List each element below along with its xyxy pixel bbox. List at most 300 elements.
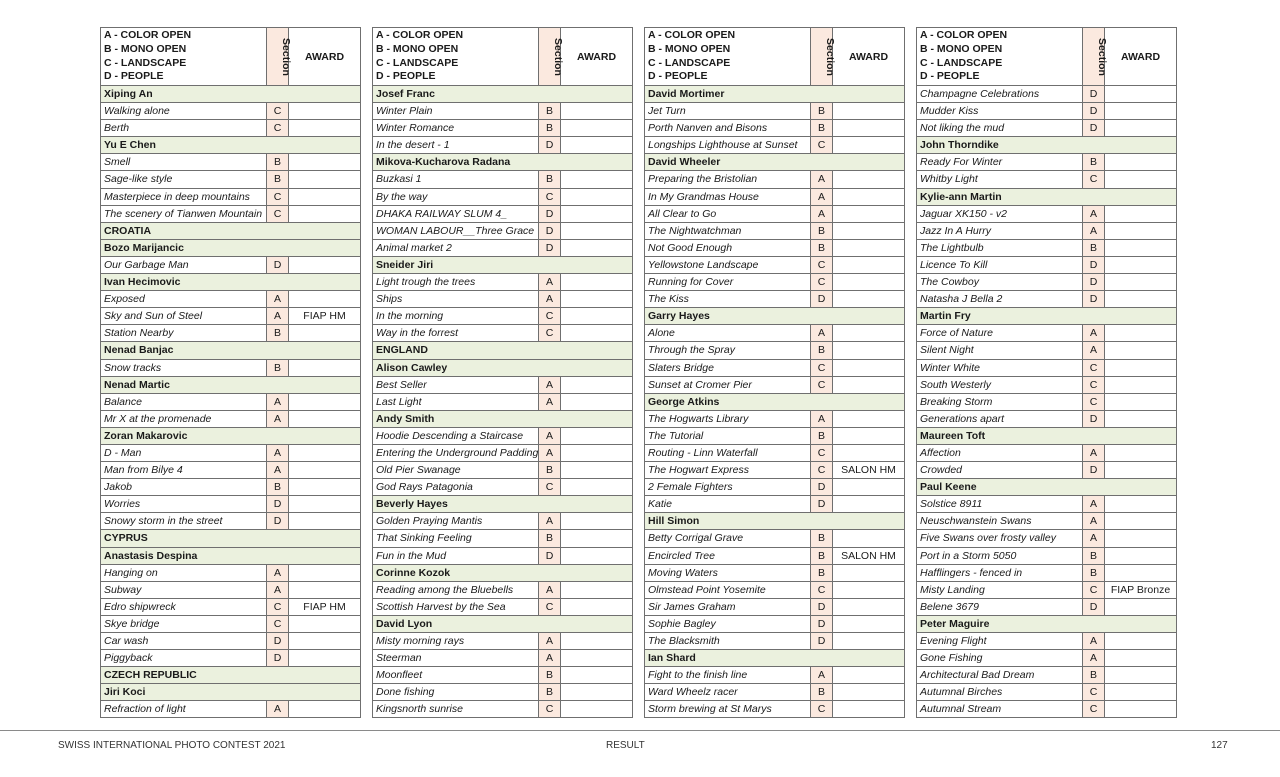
photo-title: Man from Bilye 4	[101, 462, 267, 479]
section-letter: A	[811, 205, 833, 222]
award-cell: SALON HM	[833, 547, 905, 564]
entry-row	[645, 103, 905, 120]
entry-row	[917, 342, 1177, 359]
entry-row	[917, 205, 1177, 222]
section-letter: C	[267, 120, 289, 137]
legend-line: D - PEOPLE	[920, 70, 980, 83]
entry-row	[373, 393, 633, 410]
photo-title: Jazz In A Hurry	[917, 222, 1083, 239]
entry-row	[645, 444, 905, 461]
award-cell	[1105, 633, 1177, 650]
section-letter: A	[539, 393, 561, 410]
photo-title: Winter Romance	[373, 120, 539, 137]
section-letter: D	[267, 650, 289, 667]
photo-title: Masterpiece in deep mountains	[101, 188, 267, 205]
entry-row	[101, 120, 361, 137]
section-header-label: Section	[551, 37, 564, 76]
author-row	[917, 479, 1177, 496]
entry-row	[645, 325, 905, 342]
section-letter: D	[1083, 462, 1105, 479]
section-letter: B	[1083, 564, 1105, 581]
entry-row	[645, 615, 905, 632]
legend-line: A - COLOR OPEN	[920, 28, 1008, 41]
entry-row	[645, 598, 905, 615]
section-legend	[917, 28, 1083, 86]
entry-row	[645, 256, 905, 273]
section-letter: A	[811, 410, 833, 427]
entry-row	[645, 137, 905, 154]
section-letter: A	[267, 462, 289, 479]
photo-title: Force of Nature	[917, 325, 1083, 342]
section-letter: C	[539, 308, 561, 325]
legend-line: C - LANDSCAPE	[648, 56, 731, 69]
entry-row	[101, 598, 361, 615]
award-cell	[833, 171, 905, 188]
award-cell	[561, 137, 633, 154]
entry-row	[917, 496, 1177, 513]
award-cell	[833, 427, 905, 444]
photo-title: Balance	[101, 393, 267, 410]
photo-title: Hoodie Descending a Staircase	[373, 427, 539, 444]
section-letter: D	[1083, 598, 1105, 615]
section-letter: D	[811, 598, 833, 615]
photo-title: Porth Nanven and Bisons	[645, 120, 811, 137]
entry-row	[917, 359, 1177, 376]
photo-title: Winter Plain	[373, 103, 539, 120]
award-cell	[561, 103, 633, 120]
section-letter: A	[267, 410, 289, 427]
photo-title: Done fishing	[373, 684, 539, 701]
award-cell	[561, 684, 633, 701]
author-name: Josef Franc	[373, 86, 633, 103]
entry-row	[917, 530, 1177, 547]
section-letter: D	[811, 291, 833, 308]
section-letter: C	[811, 581, 833, 598]
award-cell	[833, 444, 905, 461]
award-cell	[1105, 564, 1177, 581]
entry-row	[101, 564, 361, 581]
photo-title: Buzkasi 1	[373, 171, 539, 188]
entry-row	[373, 120, 633, 137]
photo-title: Sky and Sun of Steel	[101, 308, 267, 325]
award-cell	[561, 325, 633, 342]
photo-title: Fun in the Mud	[373, 547, 539, 564]
entry-row	[645, 547, 905, 564]
photo-title: Solstice 8911	[917, 496, 1083, 513]
entry-row	[917, 393, 1177, 410]
section-letter: B	[267, 154, 289, 171]
entry-row	[101, 291, 361, 308]
entry-row	[917, 667, 1177, 684]
footer-contest-name: SWISS INTERNATIONAL PHOTO CONTEST 2021	[58, 740, 286, 751]
section-letter: A	[539, 633, 561, 650]
section-letter: A	[267, 393, 289, 410]
author-row	[101, 684, 361, 701]
award-cell	[1105, 86, 1177, 103]
entry-row	[373, 137, 633, 154]
entry-row	[101, 308, 361, 325]
entry-row	[645, 581, 905, 598]
photo-title: Not liking the mud	[917, 120, 1083, 137]
section-letter: D	[267, 513, 289, 530]
award-cell	[1105, 598, 1177, 615]
author-row	[373, 496, 633, 513]
author-name: Nenad Martic	[101, 376, 361, 393]
legend-line: A - COLOR OPEN	[104, 28, 192, 41]
section-letter: B	[811, 342, 833, 359]
award-cell	[289, 496, 361, 513]
award-cell	[561, 462, 633, 479]
author-row	[645, 308, 905, 325]
section-letter: D	[267, 633, 289, 650]
award-cell	[289, 462, 361, 479]
section-letter: B	[811, 103, 833, 120]
photo-title: DHAKA RAILWAY SLUM 4_	[373, 205, 539, 222]
section-letter: A	[267, 581, 289, 598]
photo-title: The Kiss	[645, 291, 811, 308]
photo-title: Champagne Celebrations	[917, 86, 1083, 103]
photo-title: Gone Fishing	[917, 650, 1083, 667]
section-letter: C	[539, 701, 561, 718]
author-row	[101, 274, 361, 291]
photo-title: Hanging on	[101, 564, 267, 581]
author-name: Hill Simon	[645, 513, 905, 530]
section-letter: A	[811, 188, 833, 205]
award-cell	[1105, 496, 1177, 513]
award-cell	[561, 633, 633, 650]
section-letter: A	[1083, 325, 1105, 342]
entry-row	[645, 633, 905, 650]
photo-title: Car wash	[101, 633, 267, 650]
section-letter: A	[539, 581, 561, 598]
award-cell	[1105, 444, 1177, 461]
section-letter: C	[267, 615, 289, 632]
photo-title: Slaters Bridge	[645, 359, 811, 376]
photo-title: Autumnal Birches	[917, 684, 1083, 701]
section-letter: C	[267, 598, 289, 615]
award-cell	[833, 342, 905, 359]
author-row	[101, 342, 361, 359]
entry-row	[373, 530, 633, 547]
section-letter: C	[811, 359, 833, 376]
award-cell	[833, 410, 905, 427]
award-cell	[289, 325, 361, 342]
author-name: Andy Smith	[373, 410, 633, 427]
author-row	[101, 86, 361, 103]
photo-title: Old Pier Swanage	[373, 462, 539, 479]
section-letter: C	[811, 274, 833, 291]
section-letter: B	[267, 479, 289, 496]
award-cell	[833, 222, 905, 239]
award-cell	[1105, 650, 1177, 667]
photo-title: Evening Flight	[917, 633, 1083, 650]
entry-row	[373, 444, 633, 461]
table-header-row	[373, 28, 633, 86]
award-cell	[561, 171, 633, 188]
award-cell	[833, 530, 905, 547]
section-letter: A	[1083, 513, 1105, 530]
award-cell	[1105, 274, 1177, 291]
section-letter: A	[539, 444, 561, 461]
award-cell	[833, 359, 905, 376]
photo-title: By the way	[373, 188, 539, 205]
author-name: John Thorndike	[917, 137, 1177, 154]
section-letter: D	[539, 547, 561, 564]
author-name: Martin Fry	[917, 308, 1177, 325]
country-name: CZECH REPUBLIC	[101, 667, 361, 684]
entry-row	[645, 684, 905, 701]
entry-row	[917, 444, 1177, 461]
photo-title: In the desert - 1	[373, 137, 539, 154]
photo-title: Neuschwanstein Swans	[917, 513, 1083, 530]
award-cell	[1105, 684, 1177, 701]
photo-title: Natasha J Bella 2	[917, 291, 1083, 308]
section-letter: A	[1083, 633, 1105, 650]
entry-row	[101, 188, 361, 205]
section-letter: B	[539, 171, 561, 188]
author-row	[645, 393, 905, 410]
section-letter: A	[539, 427, 561, 444]
section-letter: A	[539, 650, 561, 667]
award-cell	[289, 188, 361, 205]
award-cell	[833, 274, 905, 291]
photo-title: Our Garbage Man	[101, 256, 267, 273]
entry-row	[373, 205, 633, 222]
photo-title: Mr X at the promenade	[101, 410, 267, 427]
section-letter: B	[811, 547, 833, 564]
section-letter: B	[539, 103, 561, 120]
section-letter: C	[811, 462, 833, 479]
photo-title: Whitby Light	[917, 171, 1083, 188]
entry-row	[373, 308, 633, 325]
section-letter: D	[267, 256, 289, 273]
section-letter: A	[1083, 496, 1105, 513]
entry-row	[373, 274, 633, 291]
author-row	[917, 427, 1177, 444]
photo-title: Longships Lighthouse at Sunset	[645, 137, 811, 154]
photo-title: Ward Wheelz racer	[645, 684, 811, 701]
entry-row	[373, 667, 633, 684]
section-letter: B	[811, 222, 833, 239]
entry-row	[373, 633, 633, 650]
award-column-header: AWARD	[289, 28, 361, 86]
award-cell	[561, 291, 633, 308]
section-letter: D	[1083, 410, 1105, 427]
author-row	[373, 615, 633, 632]
section-letter: C	[811, 444, 833, 461]
entry-row	[917, 598, 1177, 615]
award-cell	[1105, 205, 1177, 222]
award-cell	[1105, 342, 1177, 359]
award-cell	[833, 291, 905, 308]
section-letter: A	[811, 325, 833, 342]
entry-row	[645, 462, 905, 479]
entry-row	[373, 513, 633, 530]
entry-row	[645, 205, 905, 222]
photo-title: Mudder Kiss	[917, 103, 1083, 120]
photo-title: Golden Praying Mantis	[373, 513, 539, 530]
section-letter: C	[811, 137, 833, 154]
photo-title: Hafflingers - fenced in	[917, 564, 1083, 581]
footer-divider	[0, 730, 1280, 731]
section-letter: D	[811, 479, 833, 496]
section-legend	[373, 28, 539, 86]
award-cell	[561, 188, 633, 205]
photo-title: Worries	[101, 496, 267, 513]
entry-row	[645, 376, 905, 393]
entry-row	[101, 444, 361, 461]
photo-title: Yellowstone Landscape	[645, 256, 811, 273]
award-cell	[833, 633, 905, 650]
entry-row	[917, 410, 1177, 427]
author-name: Ivan Hecimovic	[101, 274, 361, 291]
award-cell	[833, 103, 905, 120]
entry-row	[373, 479, 633, 496]
entry-row	[101, 633, 361, 650]
section-letter: A	[267, 308, 289, 325]
table-header-row	[645, 28, 905, 86]
country-name: CYPRUS	[101, 530, 361, 547]
entry-row	[373, 291, 633, 308]
award-cell: FIAP HM	[289, 308, 361, 325]
award-cell	[289, 393, 361, 410]
award-column-header: AWARD	[833, 28, 905, 86]
section-legend	[645, 28, 811, 86]
entry-row	[917, 86, 1177, 103]
award-cell	[1105, 103, 1177, 120]
section-letter: A	[1083, 342, 1105, 359]
photo-title: Storm brewing at St Marys	[645, 701, 811, 718]
award-cell	[289, 256, 361, 273]
section-letter: C	[811, 701, 833, 718]
country-name: ENGLAND	[373, 342, 633, 359]
entry-row	[373, 188, 633, 205]
award-cell	[561, 530, 633, 547]
entry-row	[373, 581, 633, 598]
award-cell	[1105, 701, 1177, 718]
entry-row	[373, 598, 633, 615]
award-cell	[289, 633, 361, 650]
award-cell	[561, 205, 633, 222]
award-cell	[561, 667, 633, 684]
award-cell	[1105, 239, 1177, 256]
section-letter: A	[1083, 444, 1105, 461]
photo-title: Ready For Winter	[917, 154, 1083, 171]
author-row	[645, 86, 905, 103]
table-header-row	[917, 28, 1177, 86]
section-letter: D	[811, 615, 833, 632]
award-cell	[1105, 171, 1177, 188]
author-name: Beverly Hayes	[373, 496, 633, 513]
award-cell	[561, 393, 633, 410]
award-cell	[833, 205, 905, 222]
photo-title: Affection	[917, 444, 1083, 461]
award-cell	[561, 598, 633, 615]
award-cell	[1105, 667, 1177, 684]
award-cell	[833, 615, 905, 632]
entry-row	[917, 256, 1177, 273]
photo-title: The Tutorial	[645, 427, 811, 444]
photo-title: The Lightbulb	[917, 239, 1083, 256]
award-cell	[289, 205, 361, 222]
entry-row	[645, 359, 905, 376]
section-legend	[101, 28, 267, 86]
section-letter: A	[539, 513, 561, 530]
award-cell	[289, 444, 361, 461]
photo-title: Steerman	[373, 650, 539, 667]
author-row	[917, 615, 1177, 632]
legend-line: B - MONO OPEN	[648, 42, 731, 55]
photo-title: Five Swans over frosty valley	[917, 530, 1083, 547]
photo-title: Not Good Enough	[645, 239, 811, 256]
photo-title: Moonfleet	[373, 667, 539, 684]
section-letter: B	[267, 359, 289, 376]
entry-row	[917, 274, 1177, 291]
award-cell	[833, 376, 905, 393]
section-letter: C	[267, 205, 289, 222]
section-letter: D	[1083, 103, 1105, 120]
photo-title: Breaking Storm	[917, 393, 1083, 410]
entry-row	[101, 650, 361, 667]
award-cell	[289, 359, 361, 376]
section-header-label: Section	[279, 37, 292, 76]
section-letter: C	[539, 188, 561, 205]
section-letter: A	[811, 667, 833, 684]
photo-title: Silent Night	[917, 342, 1083, 359]
section-letter: A	[1083, 222, 1105, 239]
photo-title: Alone	[645, 325, 811, 342]
section-letter: C	[811, 376, 833, 393]
section-letter: D	[1083, 291, 1105, 308]
award-cell	[289, 171, 361, 188]
award-cell: FIAP HM	[289, 598, 361, 615]
author-name: Alison Cawley	[373, 359, 633, 376]
section-letter: A	[811, 171, 833, 188]
award-cell	[289, 120, 361, 137]
photo-title: Sage-like style	[101, 171, 267, 188]
photo-title: Olmstead Point Yosemite	[645, 581, 811, 598]
entry-row	[645, 427, 905, 444]
photo-title: Reading among the Bluebells	[373, 581, 539, 598]
footer-page-number: 127	[1211, 740, 1228, 751]
photo-title: Betty Corrigal Grave	[645, 530, 811, 547]
photo-title: Jakob	[101, 479, 267, 496]
photo-title: Light trough the trees	[373, 274, 539, 291]
results-table	[644, 27, 905, 718]
award-cell	[289, 701, 361, 718]
photo-title: Entering the Underground Padding	[373, 444, 539, 461]
author-row	[101, 427, 361, 444]
award-cell	[1105, 359, 1177, 376]
award-cell	[1105, 256, 1177, 273]
entry-row	[645, 342, 905, 359]
award-cell	[833, 667, 905, 684]
photo-title: Animal market 2	[373, 239, 539, 256]
entry-row	[101, 496, 361, 513]
photo-title: That Sinking Feeling	[373, 530, 539, 547]
award-cell	[561, 376, 633, 393]
award-cell	[561, 239, 633, 256]
award-cell	[833, 256, 905, 273]
award-cell	[289, 513, 361, 530]
entry-row	[101, 581, 361, 598]
entry-row	[917, 325, 1177, 342]
photo-title: All Clear to Go	[645, 205, 811, 222]
section-letter: D	[811, 633, 833, 650]
entry-row	[645, 188, 905, 205]
entry-row	[373, 462, 633, 479]
award-cell	[833, 239, 905, 256]
